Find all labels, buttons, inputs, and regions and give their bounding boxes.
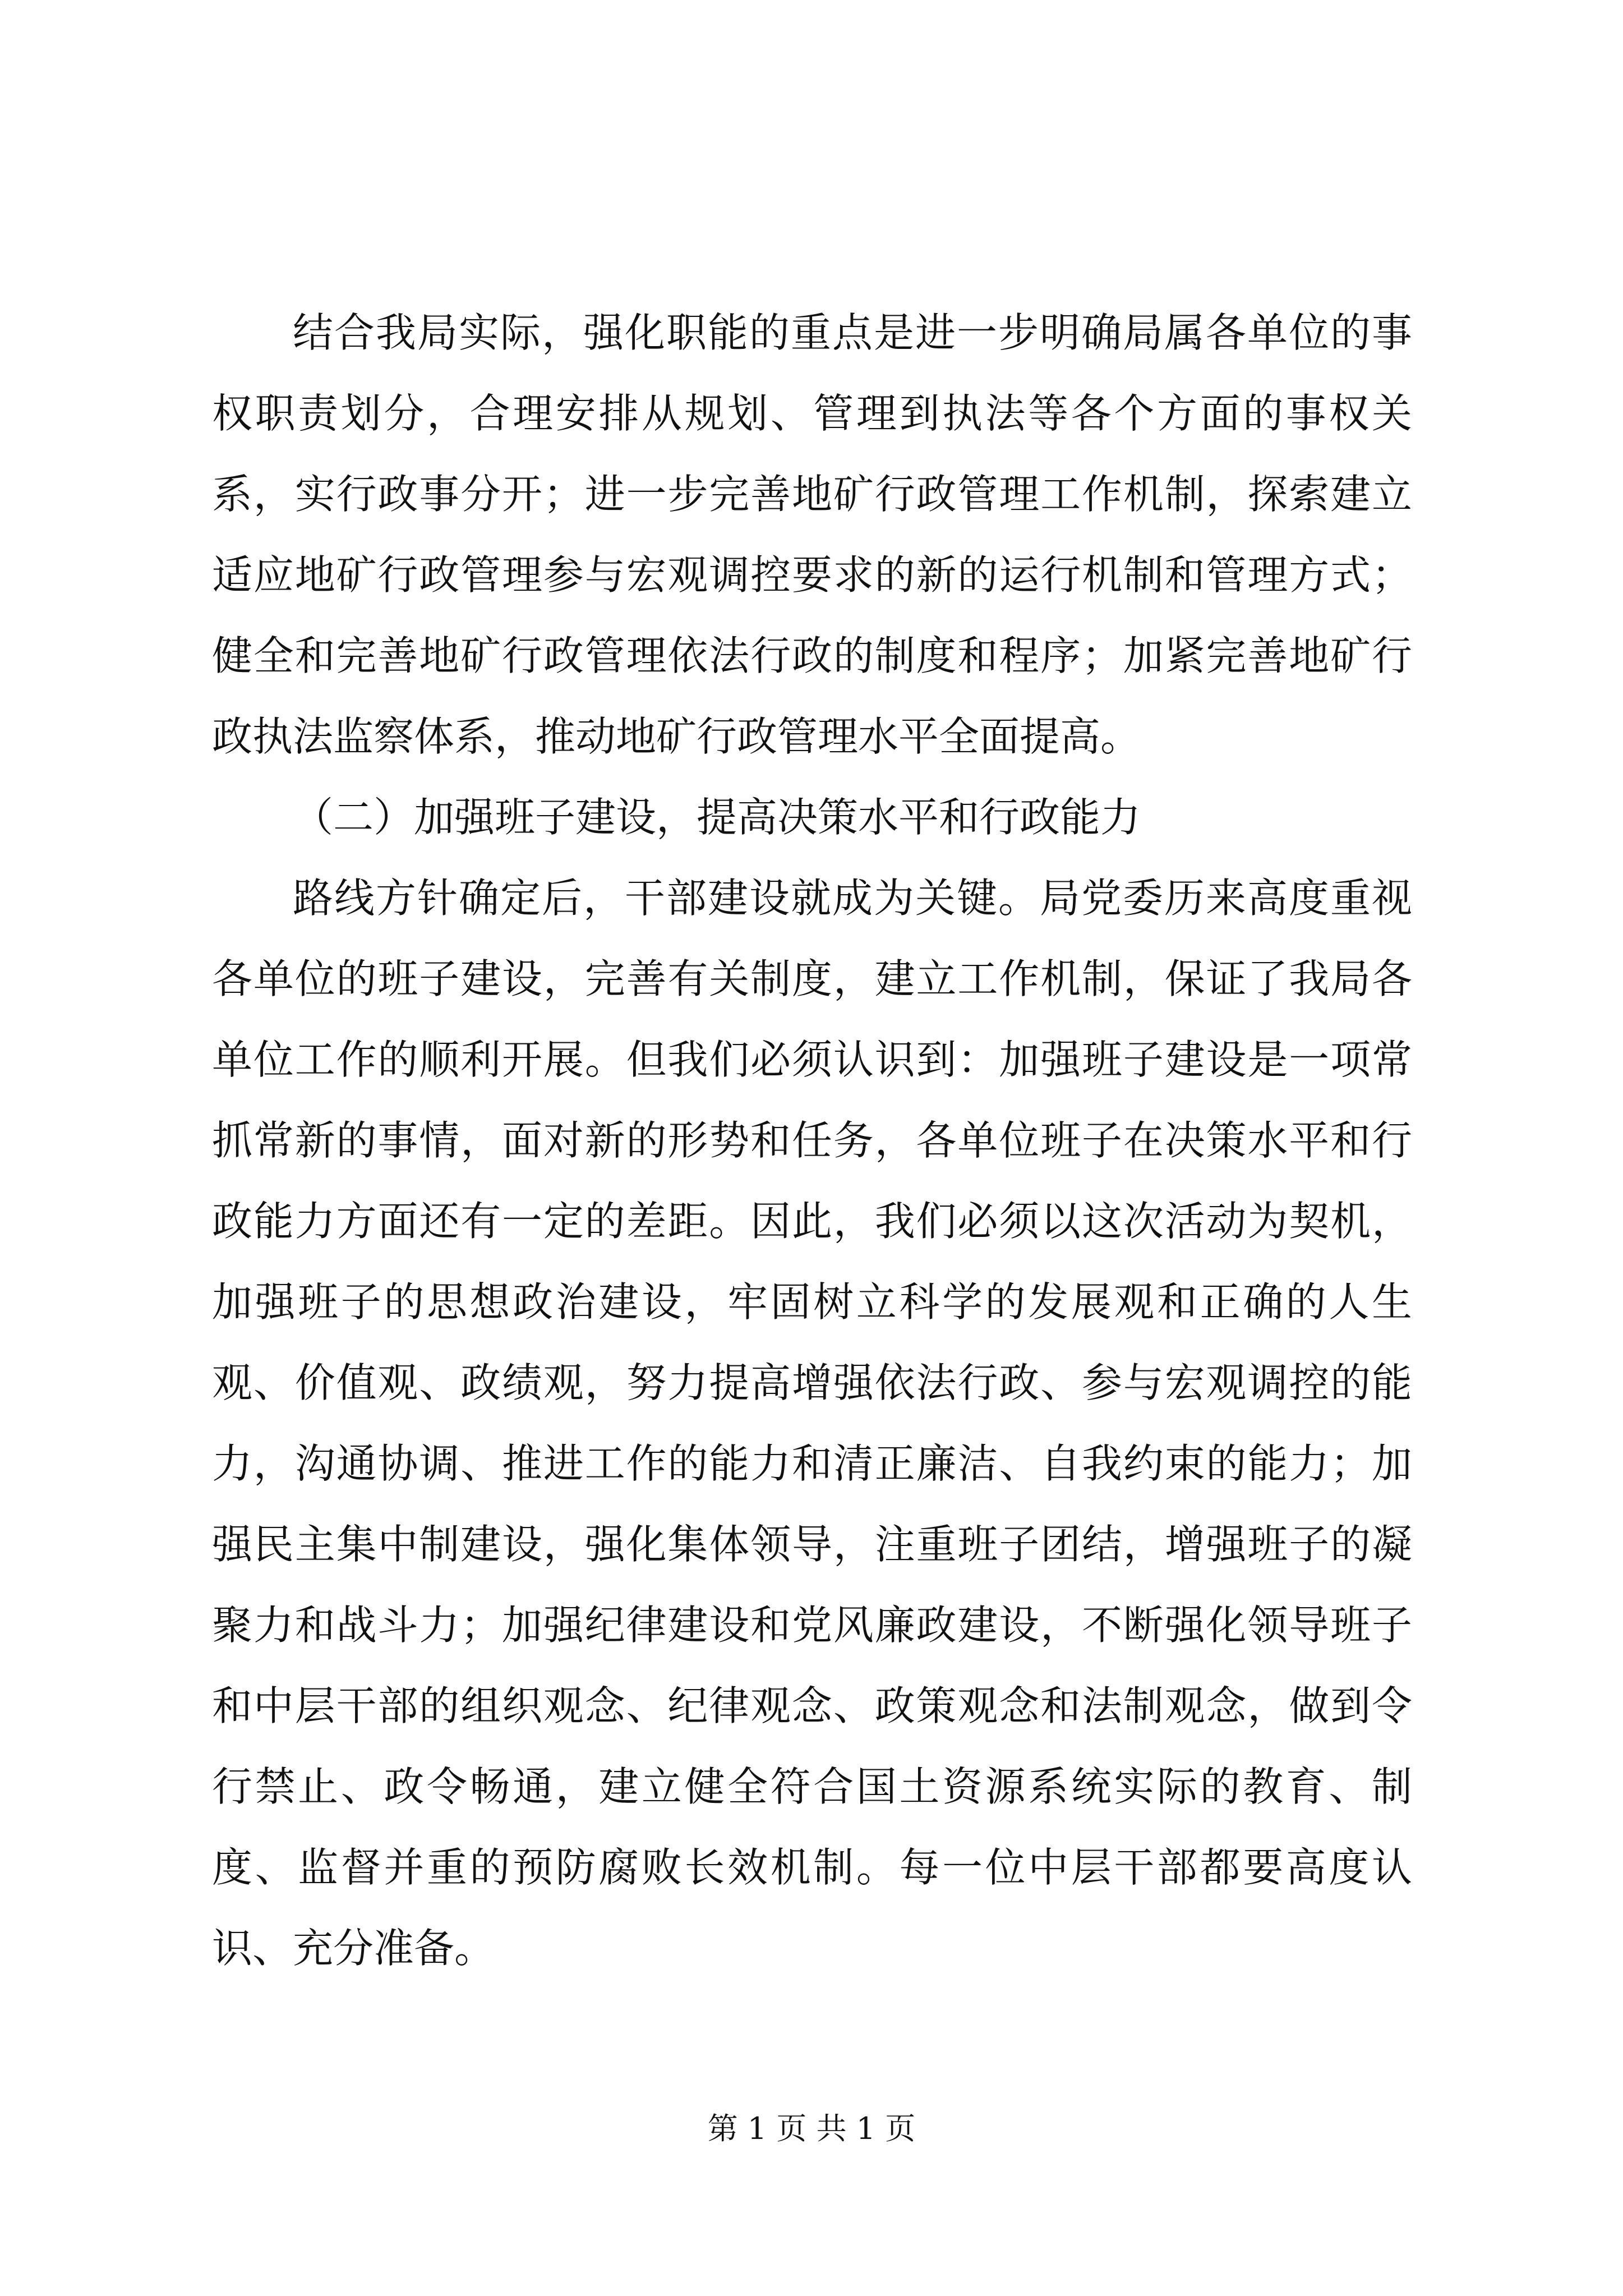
- paragraph-strengthen-functions: 结合我局实际，强化职能的重点是进一步明确局属各单位的事权职责划分，合理安排从规划、管理到执法等各个方面的事权关系，实行政事分开；进一步完善地矿行政管理工作机制，探索建立适应地矿行政管理参与宏观调控要求的新的运行机制和管理方式；健全和完善地矿行政管理依法行政的制度和程序；加紧完善地矿行政执法监察体系，推动地矿行政管理水平全面提高。: [212, 309, 1412, 760]
- paragraph-team-building: 路线方针确定后，干部建设就成为关键。局党委历来高度重视各单位的班子建设，完善有关制度，建立工作机制，保证了我局各单位工作的顺利开展。但我们必须认识到：加强班子建设是一项常抓常新的事情，面对新的形势和任务，各单位班子在决策水平和行政能力方面还有一定的差距。因此，我们必须以这次活动为契机，加强班子的思想政治建设，牢固树立科学的发展观和正确的人生观、价值观、政绩观，努力提高增强依法行政、参与宏观调控的能力，沟通协调、推进工作的能力和清正廉洁、自我约束的能力；加强民主集中制建设，强化集体领导，注重班子团结，增强班子的凝聚力和战斗力；加强纪律建设和党风廉政建设，不断强化领导班子和中层干部的组织观念、纪律观念、政策观念和法制观念，做到令行禁止、政令畅通，建立健全符合国土资源系统实际的教育、制度、监督并重的预防腐败长效机制。每一位中层干部都要高度认识、充分准备。: [212, 875, 1412, 1972]
- section-heading: （二）加强班子建设，提高决策水平和行政能力: [293, 794, 1141, 841]
- document-body: [212, 292, 1412, 1989]
- page-footer: 第 1 页 共 1 页: [707, 2111, 916, 2146]
